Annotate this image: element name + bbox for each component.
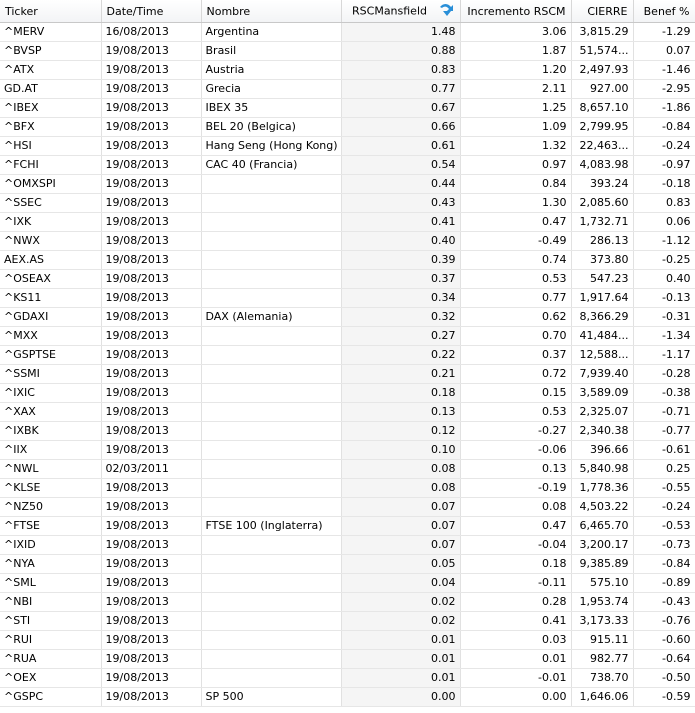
column-header-datetime[interactable]: Date/Time	[101, 0, 201, 23]
cell-datetime: 19/08/2013	[101, 555, 201, 574]
cell-cierre: 9,385.89	[571, 555, 633, 574]
cell-datetime: 02/03/2011	[101, 460, 201, 479]
cell-rscmansfield: 0.37	[341, 270, 460, 289]
cell-ticker: ^NYA	[0, 555, 101, 574]
cell-cierre: 3,815.29	[571, 23, 633, 42]
cell-incremento-rscm: 3.06	[460, 23, 571, 42]
cell-cierre: 2,085.60	[571, 194, 633, 213]
cell-rscmansfield: 0.40	[341, 232, 460, 251]
cell-rscmansfield: 0.04	[341, 574, 460, 593]
cell-rscmansfield: 0.00	[341, 688, 460, 707]
cell-benef: -1.46	[633, 61, 695, 80]
cell-incremento-rscm: 1.30	[460, 194, 571, 213]
table-row[interactable]	[0, 688, 695, 707]
cell-benef: -0.25	[633, 251, 695, 270]
cell-rscmansfield: 0.34	[341, 289, 460, 308]
column-header-nombre[interactable]: Nombre	[201, 0, 341, 23]
table-row[interactable]	[0, 327, 695, 346]
cell-benef: -0.60	[633, 631, 695, 650]
cell-nombre: Hang Seng (Hong Kong)	[201, 137, 341, 156]
cell-cierre: 927.00	[571, 80, 633, 99]
cell-benef: 0.07	[633, 42, 695, 61]
cell-cierre: 1,953.74	[571, 593, 633, 612]
cell-rscmansfield: 0.18	[341, 384, 460, 403]
cell-datetime: 19/08/2013	[101, 61, 201, 80]
cell-nombre	[201, 441, 341, 460]
cell-incremento-rscm: 0.77	[460, 289, 571, 308]
cell-ticker: ^IXK	[0, 213, 101, 232]
cell-datetime: 19/08/2013	[101, 213, 201, 232]
cell-datetime: 19/08/2013	[101, 327, 201, 346]
cell-ticker: ^IXBK	[0, 422, 101, 441]
table-row[interactable]	[0, 42, 695, 61]
table-row[interactable]	[0, 669, 695, 688]
cell-cierre: 286.13	[571, 232, 633, 251]
cell-nombre	[201, 270, 341, 289]
cell-datetime: 19/08/2013	[101, 650, 201, 669]
cell-incremento-rscm: 0.37	[460, 346, 571, 365]
cell-cierre: 982.77	[571, 650, 633, 669]
cell-ticker: ^SSMI	[0, 365, 101, 384]
cell-nombre	[201, 612, 341, 631]
cell-ticker: ^KLSE	[0, 479, 101, 498]
cell-datetime: 19/08/2013	[101, 194, 201, 213]
cell-incremento-rscm: 1.87	[460, 42, 571, 61]
cell-datetime: 19/08/2013	[101, 99, 201, 118]
cell-cierre: 4,503.22	[571, 498, 633, 517]
cell-datetime: 19/08/2013	[101, 251, 201, 270]
cell-datetime: 19/08/2013	[101, 631, 201, 650]
cell-datetime: 19/08/2013	[101, 441, 201, 460]
cell-incremento-rscm: 0.41	[460, 612, 571, 631]
cell-rscmansfield: 0.01	[341, 669, 460, 688]
cell-cierre: 6,465.70	[571, 517, 633, 536]
cell-ticker: ^IXIC	[0, 384, 101, 403]
cell-incremento-rscm: 0.13	[460, 460, 571, 479]
cell-incremento-rscm: 0.74	[460, 251, 571, 270]
cell-benef: -0.61	[633, 441, 695, 460]
cell-cierre: 4,083.98	[571, 156, 633, 175]
cell-incremento-rscm: 0.15	[460, 384, 571, 403]
table-row[interactable]	[0, 270, 695, 289]
table-row[interactable]	[0, 517, 695, 536]
cell-benef: -0.77	[633, 422, 695, 441]
cell-benef: -1.86	[633, 99, 695, 118]
cell-ticker: ^XAX	[0, 403, 101, 422]
cell-rscmansfield: 0.32	[341, 308, 460, 327]
cell-incremento-rscm: -0.04	[460, 536, 571, 555]
cell-benef: -1.29	[633, 23, 695, 42]
cell-incremento-rscm: 0.01	[460, 650, 571, 669]
cell-nombre: Austria	[201, 61, 341, 80]
cell-rscmansfield: 0.61	[341, 137, 460, 156]
cell-benef: 0.40	[633, 270, 695, 289]
cell-rscmansfield: 0.27	[341, 327, 460, 346]
cell-benef: -0.76	[633, 612, 695, 631]
table-row[interactable]	[0, 80, 695, 99]
cell-rscmansfield: 0.01	[341, 631, 460, 650]
cell-benef: -0.43	[633, 593, 695, 612]
cell-ticker: ^BFX	[0, 118, 101, 137]
cell-nombre	[201, 536, 341, 555]
column-header-benef[interactable]: Benef %	[633, 0, 695, 23]
table-row[interactable]	[0, 441, 695, 460]
cell-rscmansfield: 0.13	[341, 403, 460, 422]
cell-incremento-rscm: 0.00	[460, 688, 571, 707]
cell-cierre: 22,463...	[571, 137, 633, 156]
cell-nombre: Brasil	[201, 42, 341, 61]
cell-incremento-rscm: 0.97	[460, 156, 571, 175]
table-row[interactable]	[0, 536, 695, 555]
cell-benef: 0.06	[633, 213, 695, 232]
cell-benef: -1.34	[633, 327, 695, 346]
cell-rscmansfield: 0.66	[341, 118, 460, 137]
column-header-ticker[interactable]: Ticker	[0, 0, 101, 23]
cell-datetime: 19/08/2013	[101, 118, 201, 137]
cell-nombre	[201, 593, 341, 612]
cell-nombre	[201, 403, 341, 422]
cell-incremento-rscm: -0.27	[460, 422, 571, 441]
cell-ticker: ^IBEX	[0, 99, 101, 118]
table-row[interactable]	[0, 346, 695, 365]
cell-incremento-rscm: -0.11	[460, 574, 571, 593]
cell-benef: -0.64	[633, 650, 695, 669]
cell-ticker: ^STI	[0, 612, 101, 631]
cell-rscmansfield: 0.22	[341, 346, 460, 365]
cell-ticker: ^MXX	[0, 327, 101, 346]
cell-ticker: ^NWX	[0, 232, 101, 251]
cell-ticker: ^NWL	[0, 460, 101, 479]
cell-rscmansfield: 0.83	[341, 61, 460, 80]
cell-datetime: 19/08/2013	[101, 403, 201, 422]
table-row[interactable]	[0, 365, 695, 384]
cell-nombre	[201, 289, 341, 308]
cell-datetime: 19/08/2013	[101, 688, 201, 707]
cell-benef: -0.38	[633, 384, 695, 403]
cell-ticker: ^FTSE	[0, 517, 101, 536]
cell-benef: -0.84	[633, 118, 695, 137]
cell-cierre: 3,200.17	[571, 536, 633, 555]
cell-ticker: ^GSPTSE	[0, 346, 101, 365]
table-row[interactable]	[0, 175, 695, 194]
table-row[interactable]	[0, 232, 695, 251]
cell-benef: -0.71	[633, 403, 695, 422]
cell-cierre: 396.66	[571, 441, 633, 460]
cell-nombre	[201, 251, 341, 270]
cell-cierre: 2,340.38	[571, 422, 633, 441]
cell-datetime: 19/08/2013	[101, 346, 201, 365]
cell-nombre	[201, 232, 341, 251]
cell-benef: -0.59	[633, 688, 695, 707]
cell-datetime: 19/08/2013	[101, 612, 201, 631]
cell-benef: -0.84	[633, 555, 695, 574]
cell-cierre: 2,799.95	[571, 118, 633, 137]
cell-nombre	[201, 175, 341, 194]
cell-incremento-rscm: 0.08	[460, 498, 571, 517]
cell-incremento-rscm: -0.19	[460, 479, 571, 498]
cell-datetime: 19/08/2013	[101, 80, 201, 99]
cell-benef: -0.50	[633, 669, 695, 688]
column-header-rscmansfield-label: RSCMansfield	[352, 4, 427, 17]
cell-benef: 0.83	[633, 194, 695, 213]
cell-incremento-rscm: 1.25	[460, 99, 571, 118]
table-row[interactable]	[0, 631, 695, 650]
cell-cierre: 7,939.40	[571, 365, 633, 384]
table-row[interactable]	[0, 384, 695, 403]
cell-nombre: Grecia	[201, 80, 341, 99]
cell-rscmansfield: 1.48	[341, 23, 460, 42]
cell-datetime: 19/08/2013	[101, 593, 201, 612]
table-row[interactable]	[0, 308, 695, 327]
cell-nombre: IBEX 35	[201, 99, 341, 118]
cell-nombre	[201, 422, 341, 441]
table-row[interactable]	[0, 118, 695, 137]
cell-nombre: DAX (Alemania)	[201, 308, 341, 327]
cell-ticker: ^GDAXI	[0, 308, 101, 327]
cell-incremento-rscm: 1.09	[460, 118, 571, 137]
cell-rscmansfield: 0.08	[341, 460, 460, 479]
sort-descending-icon	[439, 3, 455, 20]
cell-cierre: 2,325.07	[571, 403, 633, 422]
cell-ticker: AEX.AS	[0, 251, 101, 270]
cell-nombre	[201, 479, 341, 498]
cell-ticker: ^OEX	[0, 669, 101, 688]
cell-cierre: 1,778.36	[571, 479, 633, 498]
cell-datetime: 19/08/2013	[101, 574, 201, 593]
cell-datetime: 19/08/2013	[101, 365, 201, 384]
cell-nombre: CAC 40 (Francia)	[201, 156, 341, 175]
cell-datetime: 19/08/2013	[101, 308, 201, 327]
column-header-incremento-rscm[interactable]: Incremento RSCM	[460, 0, 571, 23]
cell-nombre: Argentina	[201, 23, 341, 42]
cell-datetime: 19/08/2013	[101, 384, 201, 403]
cell-datetime: 19/08/2013	[101, 156, 201, 175]
cell-nombre	[201, 365, 341, 384]
cell-rscmansfield: 0.02	[341, 612, 460, 631]
cell-incremento-rscm: 0.62	[460, 308, 571, 327]
cell-rscmansfield: 0.41	[341, 213, 460, 232]
table-row[interactable]	[0, 23, 695, 42]
table-row[interactable]	[0, 460, 695, 479]
cell-rscmansfield: 0.10	[341, 441, 460, 460]
cell-incremento-rscm: -0.06	[460, 441, 571, 460]
cell-benef: -1.17	[633, 346, 695, 365]
cell-incremento-rscm: 2.11	[460, 80, 571, 99]
cell-ticker: ^MERV	[0, 23, 101, 42]
cell-rscmansfield: 0.39	[341, 251, 460, 270]
cell-cierre: 12,588...	[571, 346, 633, 365]
cell-nombre	[201, 631, 341, 650]
cell-nombre	[201, 213, 341, 232]
cell-ticker: ^BVSP	[0, 42, 101, 61]
cell-ticker: ^SSEC	[0, 194, 101, 213]
table-row[interactable]	[0, 156, 695, 175]
cell-cierre: 1,917.64	[571, 289, 633, 308]
cell-ticker: ^NZ50	[0, 498, 101, 517]
cell-nombre	[201, 650, 341, 669]
cell-rscmansfield: 0.67	[341, 99, 460, 118]
cell-benef: 0.25	[633, 460, 695, 479]
cell-datetime: 19/08/2013	[101, 498, 201, 517]
cell-rscmansfield: 0.01	[341, 650, 460, 669]
cell-ticker: ^HSI	[0, 137, 101, 156]
cell-datetime: 19/08/2013	[101, 669, 201, 688]
cell-datetime: 19/08/2013	[101, 517, 201, 536]
cell-rscmansfield: 0.88	[341, 42, 460, 61]
header-row	[0, 0, 695, 23]
cell-cierre: 41,484...	[571, 327, 633, 346]
table-row[interactable]	[0, 194, 695, 213]
cell-datetime: 19/08/2013	[101, 422, 201, 441]
cell-datetime: 19/08/2013	[101, 175, 201, 194]
cell-benef: -0.13	[633, 289, 695, 308]
column-header-cierre[interactable]: CIERRE	[571, 0, 633, 23]
cell-ticker: ^RUI	[0, 631, 101, 650]
cell-ticker: ^OMXSPI	[0, 175, 101, 194]
cell-incremento-rscm: 0.53	[460, 270, 571, 289]
cell-incremento-rscm: 1.32	[460, 137, 571, 156]
cell-ticker: ^KS11	[0, 289, 101, 308]
cell-benef: -0.53	[633, 517, 695, 536]
cell-rscmansfield: 0.43	[341, 194, 460, 213]
cell-ticker: ^RUA	[0, 650, 101, 669]
cell-ticker: ^NBI	[0, 593, 101, 612]
cell-benef: -0.24	[633, 137, 695, 156]
cell-incremento-rscm: 0.70	[460, 327, 571, 346]
table-row[interactable]	[0, 403, 695, 422]
cell-benef: -2.95	[633, 80, 695, 99]
table-row[interactable]	[0, 213, 695, 232]
cell-ticker: ^GSPC	[0, 688, 101, 707]
cell-nombre	[201, 384, 341, 403]
cell-cierre: 547.23	[571, 270, 633, 289]
cell-ticker: ^OSEAX	[0, 270, 101, 289]
cell-rscmansfield: 0.05	[341, 555, 460, 574]
cell-cierre: 373.80	[571, 251, 633, 270]
cell-nombre	[201, 460, 341, 479]
cell-rscmansfield: 0.21	[341, 365, 460, 384]
cell-datetime: 19/08/2013	[101, 289, 201, 308]
cell-ticker: ^SML	[0, 574, 101, 593]
cell-rscmansfield: 0.77	[341, 80, 460, 99]
cell-incremento-rscm: 0.47	[460, 213, 571, 232]
cell-ticker: ^ATX	[0, 61, 101, 80]
table-row[interactable]	[0, 593, 695, 612]
cell-ticker: ^IXID	[0, 536, 101, 555]
cell-cierre: 8,366.29	[571, 308, 633, 327]
cell-nombre	[201, 327, 341, 346]
cell-cierre: 915.11	[571, 631, 633, 650]
cell-cierre: 1,646.06	[571, 688, 633, 707]
cell-cierre: 2,497.93	[571, 61, 633, 80]
cell-datetime: 19/08/2013	[101, 270, 201, 289]
cell-nombre: BEL 20 (Belgica)	[201, 118, 341, 137]
table-row[interactable]	[0, 479, 695, 498]
cell-datetime: 16/08/2013	[101, 23, 201, 42]
cell-cierre: 5,840.98	[571, 460, 633, 479]
cell-incremento-rscm: -0.01	[460, 669, 571, 688]
cell-incremento-rscm: 0.18	[460, 555, 571, 574]
cell-cierre: 51,574...	[571, 42, 633, 61]
cell-datetime: 19/08/2013	[101, 137, 201, 156]
cell-nombre	[201, 574, 341, 593]
table-row[interactable]	[0, 99, 695, 118]
table-row[interactable]	[0, 137, 695, 156]
cell-ticker: ^IIX	[0, 441, 101, 460]
cell-cierre: 1,732.71	[571, 213, 633, 232]
cell-benef: -1.12	[633, 232, 695, 251]
column-header-rscmansfield[interactable]	[341, 0, 460, 23]
cell-rscmansfield: 0.02	[341, 593, 460, 612]
cell-incremento-rscm: 0.53	[460, 403, 571, 422]
cell-benef: -0.73	[633, 536, 695, 555]
cell-cierre: 575.10	[571, 574, 633, 593]
cell-ticker: GD.AT	[0, 80, 101, 99]
cell-benef: -0.28	[633, 365, 695, 384]
cell-datetime: 19/08/2013	[101, 536, 201, 555]
cell-incremento-rscm: 1.20	[460, 61, 571, 80]
table-row[interactable]	[0, 555, 695, 574]
cell-rscmansfield: 0.54	[341, 156, 460, 175]
cell-nombre: SP 500	[201, 688, 341, 707]
cell-benef: -0.89	[633, 574, 695, 593]
cell-incremento-rscm: 0.84	[460, 175, 571, 194]
table-row[interactable]	[0, 422, 695, 441]
table-row[interactable]	[0, 498, 695, 517]
cell-ticker: ^FCHI	[0, 156, 101, 175]
cell-rscmansfield: 0.07	[341, 498, 460, 517]
cell-cierre: 3,589.09	[571, 384, 633, 403]
cell-benef: -0.97	[633, 156, 695, 175]
cell-nombre	[201, 555, 341, 574]
cell-nombre	[201, 498, 341, 517]
table-row[interactable]	[0, 574, 695, 593]
cell-benef: -0.24	[633, 498, 695, 517]
cell-rscmansfield: 0.07	[341, 536, 460, 555]
cell-rscmansfield: 0.08	[341, 479, 460, 498]
cell-datetime: 19/08/2013	[101, 479, 201, 498]
cell-benef: -0.31	[633, 308, 695, 327]
cell-incremento-rscm: 0.03	[460, 631, 571, 650]
cell-cierre: 3,173.33	[571, 612, 633, 631]
cell-incremento-rscm: 0.47	[460, 517, 571, 536]
table-row[interactable]	[0, 612, 695, 631]
cell-benef: -0.18	[633, 175, 695, 194]
cell-rscmansfield: 0.12	[341, 422, 460, 441]
cell-benef: -0.55	[633, 479, 695, 498]
cell-cierre: 738.70	[571, 669, 633, 688]
table-row[interactable]	[0, 251, 695, 270]
cell-nombre: FTSE 100 (Inglaterra)	[201, 517, 341, 536]
cell-rscmansfield: 0.44	[341, 175, 460, 194]
cell-incremento-rscm: 0.72	[460, 365, 571, 384]
table-row[interactable]	[0, 289, 695, 308]
cell-cierre: 393.24	[571, 175, 633, 194]
cell-nombre	[201, 669, 341, 688]
cell-datetime: 19/08/2013	[101, 42, 201, 61]
cell-incremento-rscm: -0.49	[460, 232, 571, 251]
table-row[interactable]	[0, 61, 695, 80]
cell-cierre: 8,657.10	[571, 99, 633, 118]
cell-rscmansfield: 0.07	[341, 517, 460, 536]
cell-incremento-rscm: 0.28	[460, 593, 571, 612]
cell-nombre	[201, 346, 341, 365]
cell-nombre	[201, 194, 341, 213]
table-row[interactable]	[0, 650, 695, 669]
cell-datetime: 19/08/2013	[101, 232, 201, 251]
